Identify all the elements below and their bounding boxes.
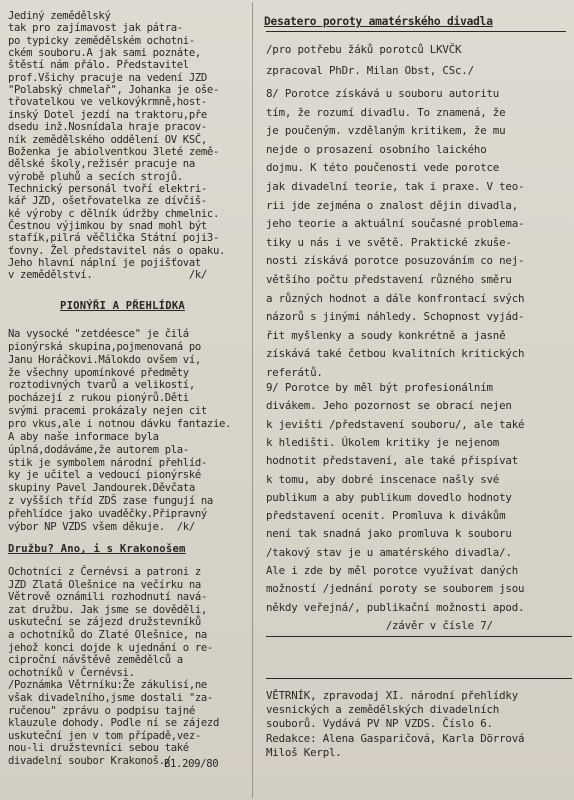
pionyri-line: přehlídce jako uvaděčky.Připravný [8,507,207,520]
masthead-line: Miloš Kerpl. [266,745,342,759]
heading-pionyri: PIONÝŘI A PŘEHLÍDKA [60,300,185,312]
druzbu-line: ručenou" zprávu o podpisu tajné [8,704,195,717]
footer-reference: B1.209/80 [164,758,219,770]
p8-line: jeho teorie a aktuální současné problema- [266,217,525,231]
pionyri-line: ky je učitel a vedoucí pionýrské [8,469,201,482]
pionyri-line: A aby naše informace byla [8,430,159,443]
pionyri-line: pocházejí z rukou pionýrů.Děti [8,392,189,405]
druzbu-line: zat družbu. Jak jsme se dověděli, [8,603,207,616]
p9-line: Ale i zde by měl porotce využívat daných [266,564,519,577]
druzbu-line: jehož konci dojde k ujednání o re- [8,641,213,654]
jediny-line: prof.Všichy pracuje na vedení JZD [8,71,207,84]
pionyri-line: úplná,dodáváme,že autorem pla- [8,443,189,456]
druzbu-line: divadelní soubor Krakonoš./ [8,755,171,767]
pionyri-line: roztodivných tvarů a velikostí, [8,379,195,392]
p8-line: tiky u nás i ve světě. Praktické zkuše- [266,235,512,249]
jediny-line: dsedu inž.Nosnídala hraje pracov- [8,121,207,134]
p9-line: není tak snadná jako promluva k souboru [266,527,512,541]
p9-line: k tomu, aby dobré inscenace našly své [266,472,500,486]
p9-line: představení ocenit. Promluva k divákům [266,509,506,523]
jediny-line: tak pro zajímavost jak pátra- [8,22,183,35]
p9-line: k jevišti /představení souboru/, ale také [266,417,525,431]
column-divider [252,2,253,798]
jediny-line: třovatelkou ve velkovýkrmně,host- [8,96,207,109]
druzbu-line: a ochotníků do Zlaté Olešnice, na [8,629,207,641]
pionyri-line: Janu Horáčkovi.Málokdo ovšem ví, [8,353,201,366]
p8-line: řit myšlenky a soudy konkrétně a jasně [266,328,506,342]
p8-line: a různých hodnot a dále konfrontací svých [266,291,525,305]
heading-druzbu: Družbu? Ano, i s Krakonošem [8,543,186,555]
jediny-line: ké výroby c dělník údržby chmelnic. [8,207,219,220]
jediny-line: Čestnou výjimkou by snad mohl být [8,219,207,232]
druzbu-line: nou-li družstevníci sebou také [8,742,189,755]
p8-line: rii jde zejména o znalost dějin divadla, [266,198,519,212]
pionyri-line: skupiny Pavel Jandourek.Děvčata [8,482,195,495]
jediny-line: v zemědělství. /k/ [8,269,207,282]
jediny-line: Technický personál tvoří elektri- [8,182,207,195]
p9-line: /závěr v čísle 7/ [266,618,493,632]
masthead-line: souborů. Vydává PV NP VZDS. Číslo 6. [266,717,493,731]
p9-line: někdy veřejná/, publikační možnosti apod. [266,600,525,614]
masthead-line: VĚTRNÍK, zpravodaj XI. národní přehlídky [266,689,519,702]
jediny-line: ník zemědělského oddělení OV KSČ, [8,133,207,146]
p9-line: /takový stav je u amatérského divadla/. [266,545,512,559]
druzbu-line: ciproční návštěvě zemědělců a [8,654,183,667]
jediny-line: Jediný zemědělský [8,10,111,22]
druzbu-line: /Poznámka Větrníku:Že zákulisí,ne [8,679,207,692]
jediny-line: Boženka je abiolventkou 3leté země- [8,145,219,158]
masthead-line: vesnických a zemědělských divadelních [266,703,500,717]
p8-line: nejde o prosazení osobního laického [266,142,487,156]
jediny-line: ckém souboru.A jak sami poznáte, [8,47,201,60]
druzbu-line: však divadelního,jsme dostali "za- [8,692,213,704]
pionyri-line: svými pracemi prokázaly nejen cit [8,405,207,418]
p9-line: k hledišti. Úkolem kritiky je nejenom [266,435,500,449]
p8-line: referátů. [266,366,323,379]
p8-line: názorů s jinými náhledy. Schopnost vyjád- [266,310,525,324]
p8-line: získává také četbou kvalitních kritických [266,347,525,361]
jediny-line: kář JZD, ošetřovatelka ze dívčiš- [8,195,207,208]
druzbu-line: ochotníků v Černévsi. [8,666,135,679]
jediny-line: stafík,pilrá věčlička Státní poji3- [8,232,219,245]
pionyri-line: výbor NP VZDS všem děkuje. /k/ [8,520,195,533]
p8-line: nosti získává porotce posuzováním co nej- [266,254,525,268]
jediny-line: Jeho hlavní náplní je pojišťovat [8,257,201,269]
druzbu-line: Ochotníci z Černévsi a patroni z [8,566,201,578]
druzbu-line: klauzule dohody. Podle ní se zájezd [8,717,219,730]
p8-line: většího počtu představení různého směru [266,273,512,286]
druzbu-line: JZD Zlatá Olešnice na večírku na [8,578,201,591]
p8-line: 8/ Porotce získává u souboru autoritu [266,87,500,100]
p8-line: dojmu. K této poučenosti vede porotce [266,161,500,175]
separator-rule-2 [266,678,572,679]
p9-line: divákem. Jeho pozornost se obrací nejen [266,399,512,413]
jediny-line: výrobě pluhů a secích strojů. [8,170,183,183]
title-rule [266,31,566,32]
p8-line: jak divadelní teorie, tak i praxe. V teo- [266,180,525,193]
p9-line: publikum a aby publikum dovedlo hodnoty [266,490,512,504]
pionyri-line: Na vysocké "zetdéesce" je čilá [8,328,189,340]
jediny-line: ťovny. Žel představitel nás o opaku. [8,244,226,257]
jediny-line: štěstí nám přálo. Představitel [8,59,189,72]
intro-line: /pro potřebu žáků porotců LKVČK [266,43,462,56]
jediny-line: po typicky zemědělském ochotni- [8,34,195,47]
p8-line: tím, že rozumí divadlu. To znamená, že [266,105,506,119]
pionyri-line: z vyšších tříd ZDŠ zase fungují na [8,495,213,508]
druzbu-line: uskuteční se zájezd družstevníků [8,616,201,629]
jediny-line: inský Dotel jezdí na traktoru,pře [8,108,207,121]
masthead-line: Redakce: Alena Gasparičová, Karla Dörrová [266,731,525,745]
desatero-title: Desatero poroty amatérského divadla [264,15,493,28]
pionyri-line: pro vkus,ale i notnou dávku fantazie. [8,417,232,430]
intro-line: zpracoval PhDr. Milan Obst, CSc./ [266,64,474,77]
pionyri-line: že všechny upomínkové předměty [8,366,189,379]
druzbu-line: Větrově oznámili rozhodnutí navá- [8,591,207,604]
jediny-line: "Polabský chmelař", Johanka je oše- [8,84,219,97]
pionyri-line: stik je symbolem národní přehlíd- [8,456,207,469]
pionyri-line: pionýrská skupina,pojmenovaná po [8,340,201,353]
jediny-line: dělské školy,režisér pracuje na [8,158,195,171]
p9-line: 9/ Porotce by měl být profesionálním [266,381,493,394]
p9-line: hodnotit představení, ale také přispívat [266,454,519,468]
separator-rule-1 [266,636,572,637]
p8-line: je poučeným. vzdělaným kritikem, že mu [266,124,506,138]
p9-line: možností /jednání poroty se souborem jsou [266,582,525,596]
druzbu-line: uskuteční jen v tom případě,vez- [8,729,201,742]
